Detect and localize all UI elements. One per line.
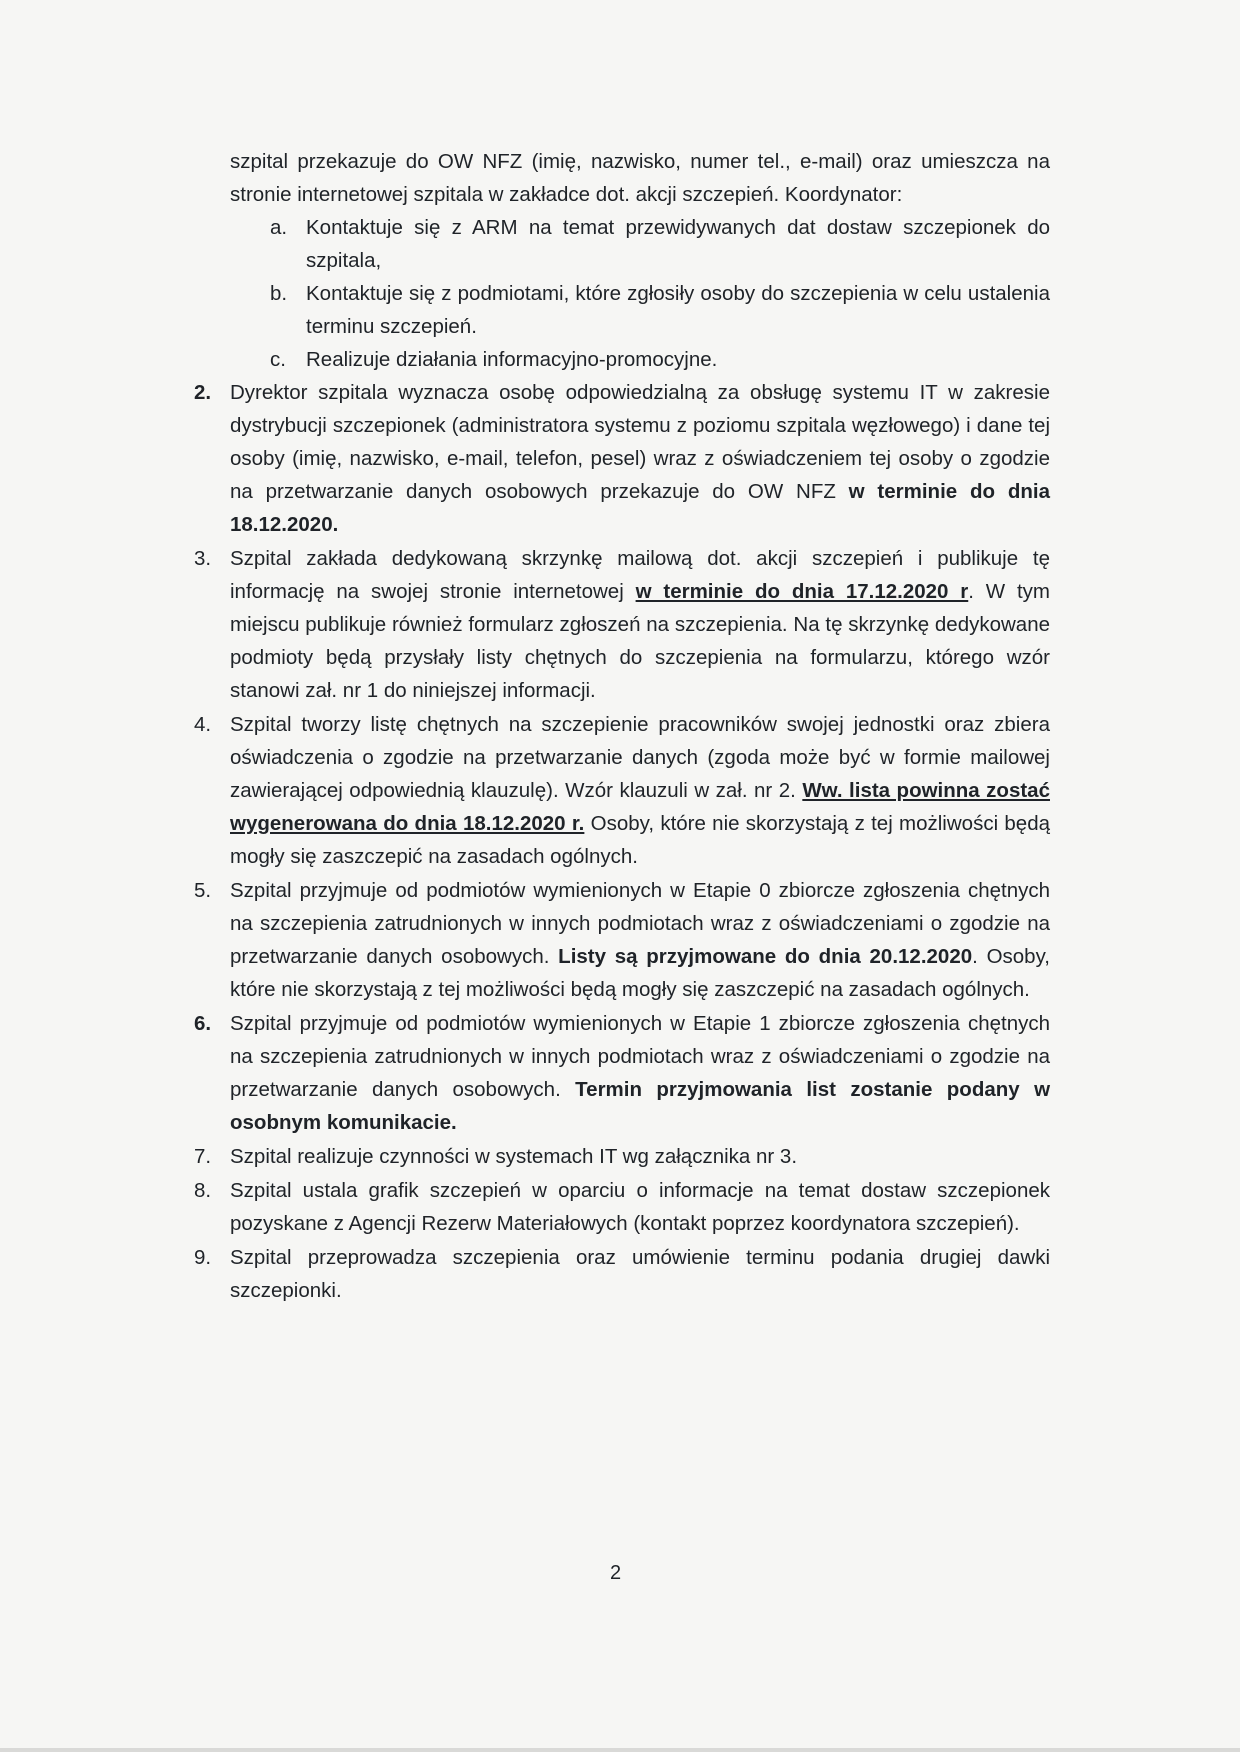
numbered-item bbox=[194, 1241, 1050, 1307]
item-deadline: w terminie do dnia 18.12.2020. bbox=[230, 480, 1050, 536]
list-item bbox=[230, 211, 1050, 277]
list-item bbox=[230, 343, 1050, 376]
numbered-item bbox=[194, 376, 1050, 541]
item-number: 6. bbox=[194, 1012, 212, 1035]
numbered-item bbox=[194, 1174, 1050, 1240]
item-deadline: w terminie do dnia 17.12.2020 r bbox=[635, 580, 969, 603]
list-marker: c. bbox=[270, 348, 286, 371]
list-item-text: Realizuje działania informacyjno-promocyjne. bbox=[306, 348, 718, 371]
item-text-continued: . W tym miejscu publikuje również formularz zgłoszeń na szczepienia. Na tę skrzynkę dedykowane podmioty będą przysłały listy chętnych do szczepienia na formularzu, którego wzór stanowi zał. nr 1 do niniejszej informacji. bbox=[230, 580, 1050, 702]
item-number: 2. bbox=[194, 381, 212, 404]
item-text: Szpital tworzy listę chętnych na szczepienie pracowników swojej jednostki oraz zbiera oświadczenia o zgodzie na przetwarzanie danych (zgoda może być w formie mailowej zawierającej odpowiednią klauzulę). Wzór klauzuli w zał. nr 2. bbox=[230, 713, 1050, 802]
item-text-continued: . Osoby, które nie skorzystają z tej możliwości będą mogły się zaszczepić na zasadach ogólnych. bbox=[230, 945, 1050, 1001]
item-text: Szpital przeprowadza szczepienia oraz umówienie terminu podania drugiej dawki szczepionki. bbox=[230, 1246, 1050, 1302]
item-number: 5. bbox=[194, 879, 212, 902]
numbered-item bbox=[194, 542, 1050, 707]
numbered-item bbox=[194, 1007, 1051, 1139]
item-deadline: Ww. lista powinna zostać wygenerowana do dnia 18.12.2020 r. bbox=[230, 779, 1050, 835]
item-number: 8. bbox=[194, 1179, 212, 1202]
document-body bbox=[194, 145, 1051, 1308]
intro-paragraph: szpital przekazuje do OW NFZ (imię, nazwisko, numer tel., e-mail) oraz umieszcza na stronie internetowej szpitala w zakładce dot. akcji szczepień. Koordynator: bbox=[230, 150, 1050, 206]
list-item-text: Kontaktuje się z ARM na temat przewidywanych dat dostaw szczepionek do szpitala, bbox=[306, 216, 1050, 272]
item-deadline: Termin przyjmowania list zostanie podany w osobnym komunikacie. bbox=[230, 1078, 1051, 1134]
item-text: Szpital przyjmuje od podmiotów wymienionych w Etapie 1 zbiorcze zgłoszenia chętnych na szczepienia zatrudnionych w innych podmiotach wraz z oświadczeniami o zgodzie na przetwarzanie danych osobowych. bbox=[230, 1012, 1050, 1101]
list-item-text: Kontaktuje się z podmiotami, które zgłosiły osoby do szczepienia w celu ustalenia terminu szczepień. bbox=[306, 282, 1050, 338]
page-number: 2 bbox=[610, 1562, 622, 1584]
coordinator-task-list bbox=[230, 211, 1050, 376]
item-text: Szpital ustala grafik szczepień w oparciu o informacje na temat dostaw szczepionek pozyskane z Agencji Rezerw Materiałowych (kontakt poprzez koordynatora szczepień). bbox=[230, 1179, 1050, 1235]
numbered-item bbox=[194, 874, 1050, 1006]
list-item bbox=[230, 277, 1050, 343]
numbered-item bbox=[194, 1140, 1050, 1173]
item-text: Szpital przyjmuje od podmiotów wymienionych w Etapie 0 zbiorcze zgłoszenia chętnych na szczepienia zatrudnionych w innych podmiotach wraz z oświadczeniami o zgodzie na przetwarzanie danych osobowych. bbox=[230, 879, 1050, 968]
item-text: Szpital zakłada dedykowaną skrzynkę mailową dot. akcji szczepień i publikuje tę informację na swojej stronie internetowej bbox=[230, 547, 1050, 603]
item-text-continued: Osoby, które nie skorzystają z tej możliwości będą mogły się zaszczepić na zasadach ogólnych. bbox=[230, 812, 1050, 868]
item-text: Dyrektor szpitala wyznacza osobę odpowiedzialną za obsługę systemu IT w zakresie dystrybucji szczepionek (administratora systemu z poziomu szpitala węzłowego) i dane tej osoby (imię, nazwisko, e-mail, telefon, pesel) wraz z oświadczeniem tej osoby o zgodzie na przetwarzanie danych osobowych przekazuje do OW NFZ bbox=[230, 381, 1050, 503]
list-marker: b. bbox=[270, 282, 288, 305]
item-number: 7. bbox=[194, 1145, 212, 1168]
item-number: 9. bbox=[194, 1246, 212, 1269]
item-number: 3. bbox=[194, 547, 212, 570]
item-deadline: Listy są przyjmowane do dnia 20.12.2020 bbox=[558, 945, 973, 968]
numbered-item bbox=[194, 708, 1050, 873]
item-text: Szpital realizuje czynności w systemach IT wg załącznika nr 3. bbox=[230, 1145, 798, 1168]
list-marker: a. bbox=[270, 216, 288, 239]
item-number: 4. bbox=[194, 713, 212, 736]
scan-edge bbox=[0, 1748, 1240, 1752]
